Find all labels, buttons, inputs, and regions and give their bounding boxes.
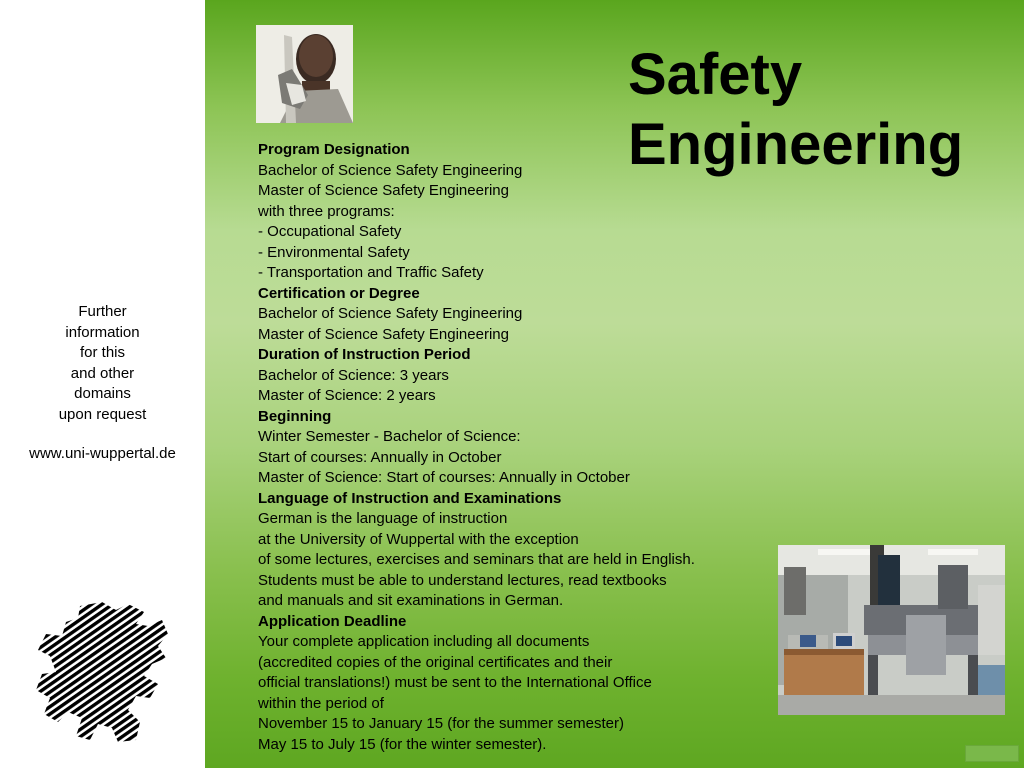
content-line: November 15 to January 15 (for the summer semester) (258, 715, 624, 732)
further-information-text (0, 302, 205, 425)
content-line: Start of courses: Annually in October (258, 448, 502, 466)
info-line: Further (78, 303, 127, 320)
content-line: Bachelor of Science Safety Engineering (258, 305, 523, 322)
content-line: (accredited copies of the original certificates and their (258, 653, 613, 671)
info-line: domains (74, 385, 131, 402)
content-line: with three programs: (258, 202, 395, 220)
content-line: - Occupational Safety (258, 223, 402, 240)
content-line: Bachelor of Science Safety Engineering (258, 161, 523, 179)
section-heading: Certification or Degree (258, 284, 420, 302)
student-photo (256, 25, 353, 123)
content-line: within the period of (258, 694, 384, 712)
content-line: and manuals and sit examinations in German. (258, 592, 564, 609)
content-line: Master of Science: Start of courses: Annually in October (258, 469, 630, 486)
content-line: Students must be able to understand lectures, read textbooks (258, 571, 667, 589)
content-line: official translations!) must be sent to the International Office (258, 674, 652, 691)
content-line: May 15 to July 15 (for the winter semester). (258, 735, 547, 753)
content-line: of some lectures, exercises and seminars that are held in English. (258, 551, 695, 568)
content-line: Your complete application including all documents (258, 633, 590, 650)
content-line: Master of Science: 2 years (258, 387, 436, 404)
info-line: for this (79, 344, 125, 361)
content-line: - Environmental Safety (258, 243, 410, 261)
content-line: - Transportation and Traffic Safety (258, 264, 484, 281)
title-line: Safety (628, 42, 803, 107)
info-line: and other (70, 364, 135, 382)
content-line: German is the language of instruction (258, 510, 508, 527)
info-line: upon request (58, 405, 147, 423)
info-line: information (65, 323, 140, 341)
university-url[interactable]: www.uni-wuppertal.de (29, 445, 176, 462)
sidebar (0, 0, 205, 768)
section-heading: Beginning (258, 407, 332, 425)
title-line: Engineering (628, 112, 964, 177)
slide-nav-button[interactable] (965, 745, 1019, 762)
university-lion-logo-icon (32, 600, 172, 750)
lab-equipment-photo (778, 545, 1005, 715)
content-line: Master of Science Safety Engineering (258, 182, 509, 199)
section-heading: Language of Instruction and Examinations (258, 489, 562, 507)
section-heading: Application Deadline (258, 612, 407, 630)
program-details (258, 140, 778, 755)
section-heading: Program Designation (258, 141, 410, 158)
content-line: Winter Semester - Bachelor of Science: (258, 428, 521, 445)
content-line: at the University of Wuppertal with the exception (258, 530, 579, 548)
content-line: Bachelor of Science: 3 years (258, 366, 449, 384)
content-line: Master of Science Safety Engineering (258, 325, 509, 343)
section-heading: Duration of Instruction Period (258, 346, 471, 363)
